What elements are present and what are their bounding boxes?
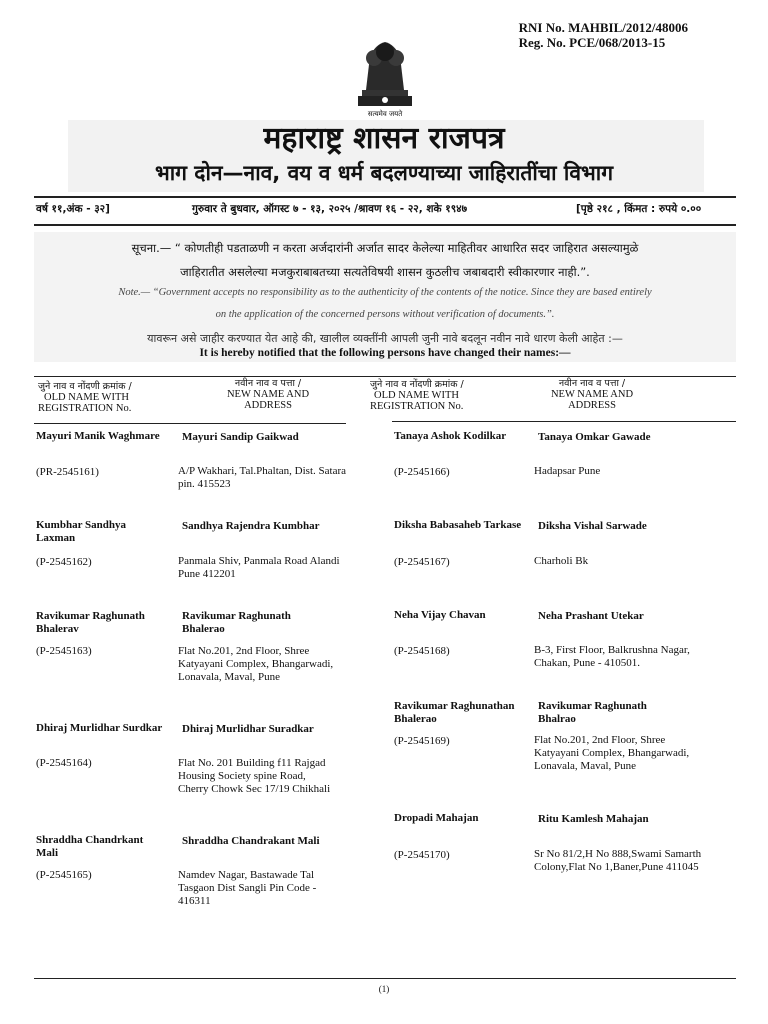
right-entry-2-old: Diksha Babasaheb Tarkase [394,519,522,531]
right-entry-4-old: Ravikumar Raghunathan Bhalerao [394,700,515,725]
right-entry-3-new: Neha Prashant Utekar [538,610,644,622]
notice-marathi-1: सूचना.— “ कोणतीही पडताळणी न करता अर्जदारांनी अर्जात सादर केलेल्या माहितीवर आधारित सदर जाहिरात असल्यामुळे [131,241,639,255]
right-entry-3-address: B-3, First Floor, Balkrushna Nagar, Chakan, Pune - 410501. [534,644,690,669]
right-entry-2-new: Diksha Vishal Sarwade [538,520,647,532]
reg-number: Reg. No. PCE/068/2013-15 [518,35,666,50]
right-entry-4-address: Flat No.201, 2nd Floor, Shree Katyayani Complex, Bhangarwadi, Lonavala, Maval, Pune [534,734,690,772]
right-entry-4-new: Ravikumar Raghunath Bhalrao [538,700,647,725]
page-number: (1) [378,984,390,994]
state-emblem-icon [352,34,418,120]
left-entry-4-address: Flat No. 201 Building f11 Rajgad Housing Society spine Road, Cherry Chowk Sec 17/19 Chikhali [178,757,331,795]
rni-number: RNI No. MAHBIL/2012/48006 [518,20,688,35]
left-entry-2-old: Kumbhar Sandhya Laxman [36,519,126,544]
left-entry-5-old: Shraddha Chandrkant Mali [36,834,144,859]
right-entry-5-new: Ritu Kamlesh Mahajan [538,813,649,825]
right-entry-1-reg: (P-2545166) [394,466,450,478]
table-top-rule [34,376,736,377]
right-entry-1-old: Tanaya Ashok Kodilkar [394,430,507,442]
right-entry-1-new: Tanaya Omkar Gawade [538,431,651,443]
left-entry-3-reg: (P-2545163) [36,645,92,657]
gazette-subtitle: भाग दोन—नाव, वय व धर्म बदलण्याच्या जाहिरातींचा विभाग [154,161,614,185]
right-entry-5-old: Dropadi Mahajan [394,812,479,824]
right-entry-4-reg: (P-2545169) [394,735,450,747]
left-old-header: जुने नाव व नोंदणी क्रमांक / OLD NAME WITH REGISTRATION No. [38,381,132,414]
right-new-header: नवीन नाव व पत्ता / NEW NAME AND ADDRESS [550,378,634,411]
left-entry-4-old: Dhiraj Murlidhar Surdkar [36,722,163,734]
left-entry-5-address: Namdev Nagar, Bastawade Tal Tasgaon Dist Sangli Pin Code - 416311 [178,869,317,907]
right-entry-3-reg: (P-2545168) [394,645,450,657]
right-entry-2-reg: (P-2545167) [394,556,450,568]
left-entry-4-new: Dhiraj Murlidhar Suradkar [182,723,314,735]
issue-pages: [पृष्ठे २१८ , किंमत : रुपये ०.०० [576,203,702,215]
right-entry-5-reg: (P-2545170) [394,849,450,861]
gazette-title: महाराष्ट्र शासन राजपत्र [263,121,505,156]
notice-english-2: on the application of the concerned persons without verification of documents.”. [215,309,555,320]
left-entry-3-old: Ravikumar Raghunath Bhalerav [36,610,145,635]
left-new-header: नवीन नाव व पत्ता / NEW NAME AND ADDRESS [226,378,310,411]
right-entry-5-address: Sr No 81/2,H No 888,Swami Samarth Colony,Flat No 1,Baner,Pune 411045 [534,848,702,873]
left-entry-3-new: Ravikumar Raghunath Bhalerao [182,610,291,635]
issue-volume: वर्ष ११,अंक - ३२] [36,203,110,215]
emblem-motto: सत्यमेव जयते [367,110,403,118]
right-entry-3-old: Neha Vijay Chavan [394,609,486,621]
right-entry-1-address: Hadapsar Pune [534,465,601,477]
left-entry-2-address: Panmala Shiv, Panmala Road Alandi Pune 412201 [178,555,340,580]
left-entry-5-reg: (P-2545165) [36,869,92,881]
notify-marathi: यावरून असे जाहीर करण्यात येत आहे की, खालील व्यक्तींनी आपली जुनी नावे बदलून नवीन नावे धारण केली आहेत :— [147,332,623,345]
left-entry-2-reg: (P-2545162) [36,556,92,568]
issue-divider [34,224,736,226]
left-entry-1-address: A/P Wakhari, Tal.Phaltan, Dist. Satara pin. 415523 [178,465,347,490]
left-entry-1-old: Mayuri Manik Waghmare [36,430,160,442]
right-header-rule [392,421,736,422]
left-entry-2-new: Sandhya Rajendra Kumbhar [182,520,320,532]
left-entry-5-new: Shraddha Chandrakant Mali [182,835,320,847]
left-entry-4-reg: (P-2545164) [36,757,92,769]
right-old-header: जुने नाव व नोंदणी क्रमांक / OLD NAME WITH REGISTRATION No. [370,379,464,412]
top-divider [34,196,736,198]
issue-dates: गुरुवार ते बुधवार, ऑगस्ट ७ - १३, २०२५ /श्रावण १६ - २२, शके १९४७ [192,203,468,215]
notice-marathi-2: जाहिरातीत असलेल्या मजकुराबाबतच्या सत्यतेविषयी शासन कुठलीच जबाबदारी स्वीकारणार नाही.”. [180,265,590,279]
footer-rule [34,978,736,979]
notice-english-1: Note.— “Government accepts no responsibility as to the authenticity of the contents of the notice. Since they are based entirely [118,287,652,298]
registration-block [519,20,688,50]
left-entry-1-new: Mayuri Sandip Gaikwad [182,431,299,443]
left-header-rule [34,423,346,424]
left-entry-1-reg: (PR-2545161) [36,466,99,478]
left-entry-3-address: Flat No.201, 2nd Floor, Shree Katyayani Complex, Bhangarwadi, Lonavala, Maval, Pune [178,645,334,683]
notify-english: It is hereby notified that the following persons have changed their names:— [199,347,571,359]
issue-line [36,202,736,220]
right-entry-2-address: Charholi Bk [534,555,589,567]
